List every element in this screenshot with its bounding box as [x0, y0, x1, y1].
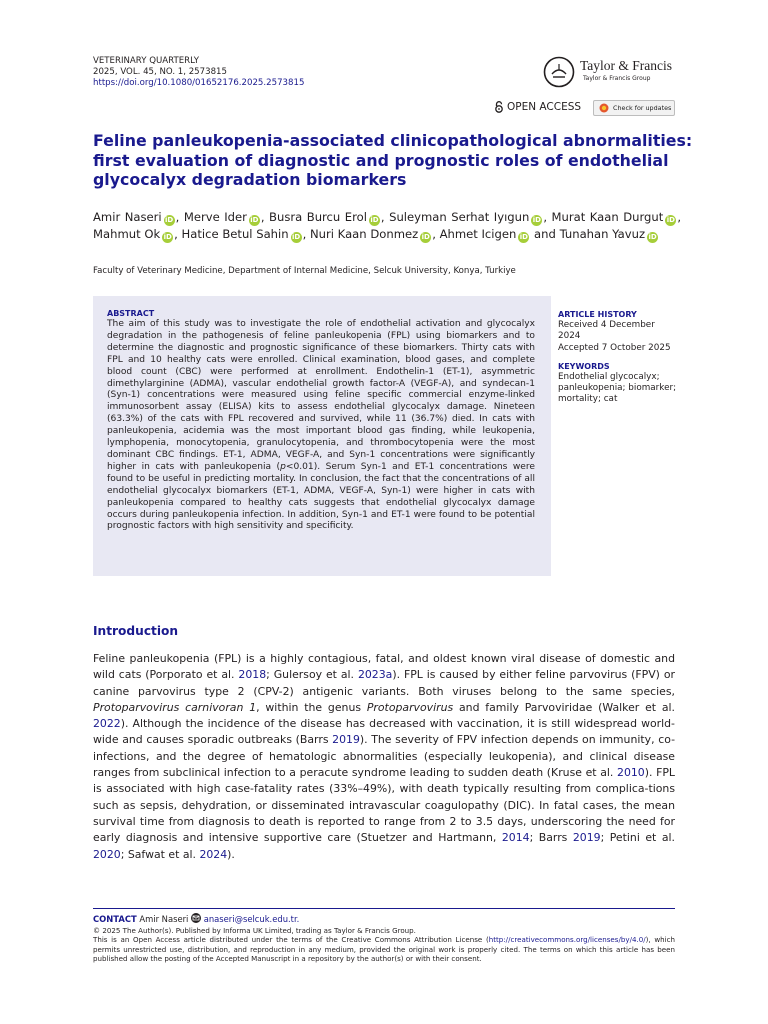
open-access-label: OPEN ACCESS	[507, 101, 582, 113]
copyright-line: © 2025 The Author(s). Published by Informa UK Limited, trading as Taylor & Francis Group.	[93, 926, 416, 935]
received-date: Received 4 December 2024	[558, 320, 655, 342]
keywords-heading: KEYWORDS	[558, 361, 610, 371]
author[interactable]: Busra Burcu Erol	[269, 210, 367, 224]
author[interactable]: Hatice Betul Sahin	[181, 227, 289, 241]
citation-link[interactable]: 2014	[501, 831, 530, 845]
author[interactable]: Nuri Kaan Donmez	[309, 227, 419, 241]
contact-label: CONTACT	[93, 914, 137, 924]
affiliation: Faculty of Veterinary Medicine, Department of Internal Medicine, Selcuk University, Konya, Turkiye	[93, 266, 516, 276]
accepted-date: Accepted 7 October 2025	[558, 342, 671, 353]
publisher-name: Taylor & Francis	[580, 58, 673, 73]
author[interactable]: Ahmet Icigen	[439, 227, 517, 241]
orcid-icon[interactable]: iD	[532, 216, 541, 224]
author[interactable]: Mahmut Ok	[93, 227, 161, 241]
abstract-heading: ABSTRACT	[107, 309, 155, 318]
publisher-group: Taylor & Francis Group	[583, 75, 651, 82]
orcid-icon[interactable]: iD	[421, 233, 430, 241]
citation-link[interactable]: 2023a	[357, 668, 393, 682]
citation-link[interactable]: 2018	[238, 668, 267, 682]
author[interactable]: Merve Ider	[183, 210, 247, 224]
article-sidebar	[558, 309, 678, 406]
author[interactable]: Suleyman Serhat Iyıgun	[389, 210, 530, 224]
author-list: Amir Naseri iD , Merve Ider iD , Busra Burcu Erol iD , Suleyman Serhat Iyıgun iD , Murat Kaan Durgut iD , Mahmut Ok iD , Hatice Betul Sahin iD , Nuri Kaan Donmez iD , Ahmet Icigen iD and Tunahan Yavuz iD	[93, 210, 681, 241]
citation-link[interactable]: 2019	[572, 831, 601, 845]
check-for-updates-button[interactable]	[593, 100, 675, 116]
introduction-paragraph: Feline panleukopenia (FPL) is a highly contagious, fatal, and oldest known viral disease of domestic and wild cats (Porporato et al. 2018; Gulersoy et al. 2023a). FPL is caused by either feline parvovirus (FPV) or canine parvovirus type 2 (CPV-2) antigenic variants. Both viruses belong to the same species, Protoparvovirus carnivoran 1, within the genus Protoparvovirus and family Parvoviridae (Walker et al. 2022). Although the incidence of the disease has decreased with vaccination, it is still widespread world-wide and causes sporadic outbreaks (Barrs 2019). The severity of FPV infection depends on immunity, co-infections, and the degree of hematologic abnormalities (especially leukopenia), and clinical disease ranges from subclinical infection to a peracute syndrome leading to sudden death (Kruse et al. 2010). FPL is associated with high case-fatality rates (33%–49%), with death typically resulting from complica-tions such as sepsis, dehydration, or disseminated intravascular coagulopathy (DIC). In fatal cases, the mean survival time from diagnosis to death is reported to range from 2 to 3.5 days, underscoring the need for early diagnosis and intensive supportive care (Stuetzer and Hartmann, 2014; Barrs 2019; Petini et al. 2020; Safwat et al. 2024).	[93, 652, 676, 861]
author[interactable]: Tunahan Yavuz	[559, 227, 646, 241]
open-lock-icon	[494, 101, 504, 113]
contact-email-link[interactable]: anaseri@selcuk.edu.tr.	[203, 914, 300, 924]
license-notice	[93, 926, 675, 963]
article-title: Feline panleukopenia-associated clinicopathological abnormalities: first evaluation of diagnostic and prognostic roles of endothelial glycocalyx degradation biomarkers	[93, 131, 693, 189]
orcid-icon[interactable]: iD	[165, 216, 174, 224]
orcid-icon[interactable]: iD	[370, 216, 379, 224]
issue-line: 2025, VOL. 45, NO. 1, 2573815	[93, 67, 227, 77]
update-check-icon	[599, 103, 609, 113]
open-access-badge	[494, 101, 581, 113]
orcid-icon[interactable]: iD	[648, 233, 657, 241]
publisher-emblem-icon	[543, 56, 575, 88]
journal-name: VETERINARY QUARTERLY	[93, 56, 200, 66]
section-heading-introduction: Introduction	[93, 624, 179, 638]
keywords-text: Endothelial glycocalyx; panleukopenia; biomarker; mortality; cat	[558, 372, 677, 405]
orcid-icon[interactable]: iD	[250, 216, 259, 224]
footer-divider	[93, 908, 675, 909]
orcid-icon[interactable]: iD	[163, 233, 172, 241]
author[interactable]: Murat Kaan Durgut	[551, 210, 664, 224]
citation-link[interactable]: 2020	[93, 847, 121, 861]
license-link[interactable]: http://creativecommons.org/licenses/by/4.0/	[488, 935, 646, 945]
contact-name: Amir Naseri	[139, 914, 189, 924]
email-icon	[191, 913, 201, 923]
citation-link[interactable]: 2019	[332, 733, 360, 747]
abstract-text: The aim of this study was to investigate the role of endothelial activation and glycocalyx degradation in the pathogenesis of feline panleukopenia (FPL) using biomarkers and to determine the diagnostic and prognostic significance of these biomarkers. Thirty cats with FPL and 10 healthy cats were enrolled. Clinical examination, blood gases, and complete blood count (CBC) were performed at enrollment. Endothelin-1 (ET-1), asymmetric dimethylarginine (ADMA), vascular endothelial growth factor-A (VEGF-A), and syndecan-1 (Syn-1) concentrations were measured using feline specific commercial enzyme-linked immunosorbent assay (ELISA) kits to assess endothelial glycocalyx damage. Nineteen (63.3%) of the cats with FPL recovered and survived, while 11 (36.7%) died. In cats with panleukopenia, acidemia was the most important blood gas finding, while leukopenia, lymphopenia, monocytopenia, granulocytopenia, and thrombocytopenia were the most dominant CBC findings. ET-1, ADMA, VEGF-A, and Syn-1 concentrations were significantly higher in cats with panleukopenia (p<0.01). Serum Syn-1 and ET-1 concentrations were found to be useful in predicting mortality. In conclusion, the fact that the concentrations of all endothelial glycocalyx biomarkers (ET-1, ADMA, VEGF-A, Syn-1) were higher in cats with panleukopenia compared to healthy cats suggests that endothelial glycocalyx damage occurs during panleukopenia infection. In addition, Syn-1 and ET-1 were found to be potential prognostic factors with high sensitivity and specificity.	[107, 319, 535, 532]
contact-line	[93, 913, 299, 924]
orcid-icon[interactable]: iD	[666, 216, 675, 224]
article-history-heading: ARTICLE HISTORY	[558, 310, 637, 319]
citation-link[interactable]: 2024	[199, 847, 228, 861]
publisher-logo[interactable]	[543, 56, 678, 90]
orcid-icon[interactable]: iD	[519, 233, 528, 241]
doi-link[interactable]: https://doi.org/10.1080/01652176.2025.2573815	[93, 78, 305, 88]
journal-header	[93, 56, 304, 89]
orcid-icon[interactable]: iD	[292, 233, 301, 241]
author[interactable]: Amir Naseri	[93, 210, 162, 224]
citation-link[interactable]: 2022	[93, 717, 121, 731]
check-updates-label: Check for updates	[613, 104, 672, 112]
citation-link[interactable]: 2010	[617, 766, 645, 780]
license-text: This is an Open Access article distributed under the terms of the Creative Commons Attribution License (http://creativecommons.org/licenses/by/4.0/), which permits unrestricted use, distribution, and reproduction in any medium, provided the original work is properly cited. The terms on which this article has been published allow the posting of the Accepted Manuscript in a repository by the author(s) or with their consent.	[93, 935, 675, 963]
